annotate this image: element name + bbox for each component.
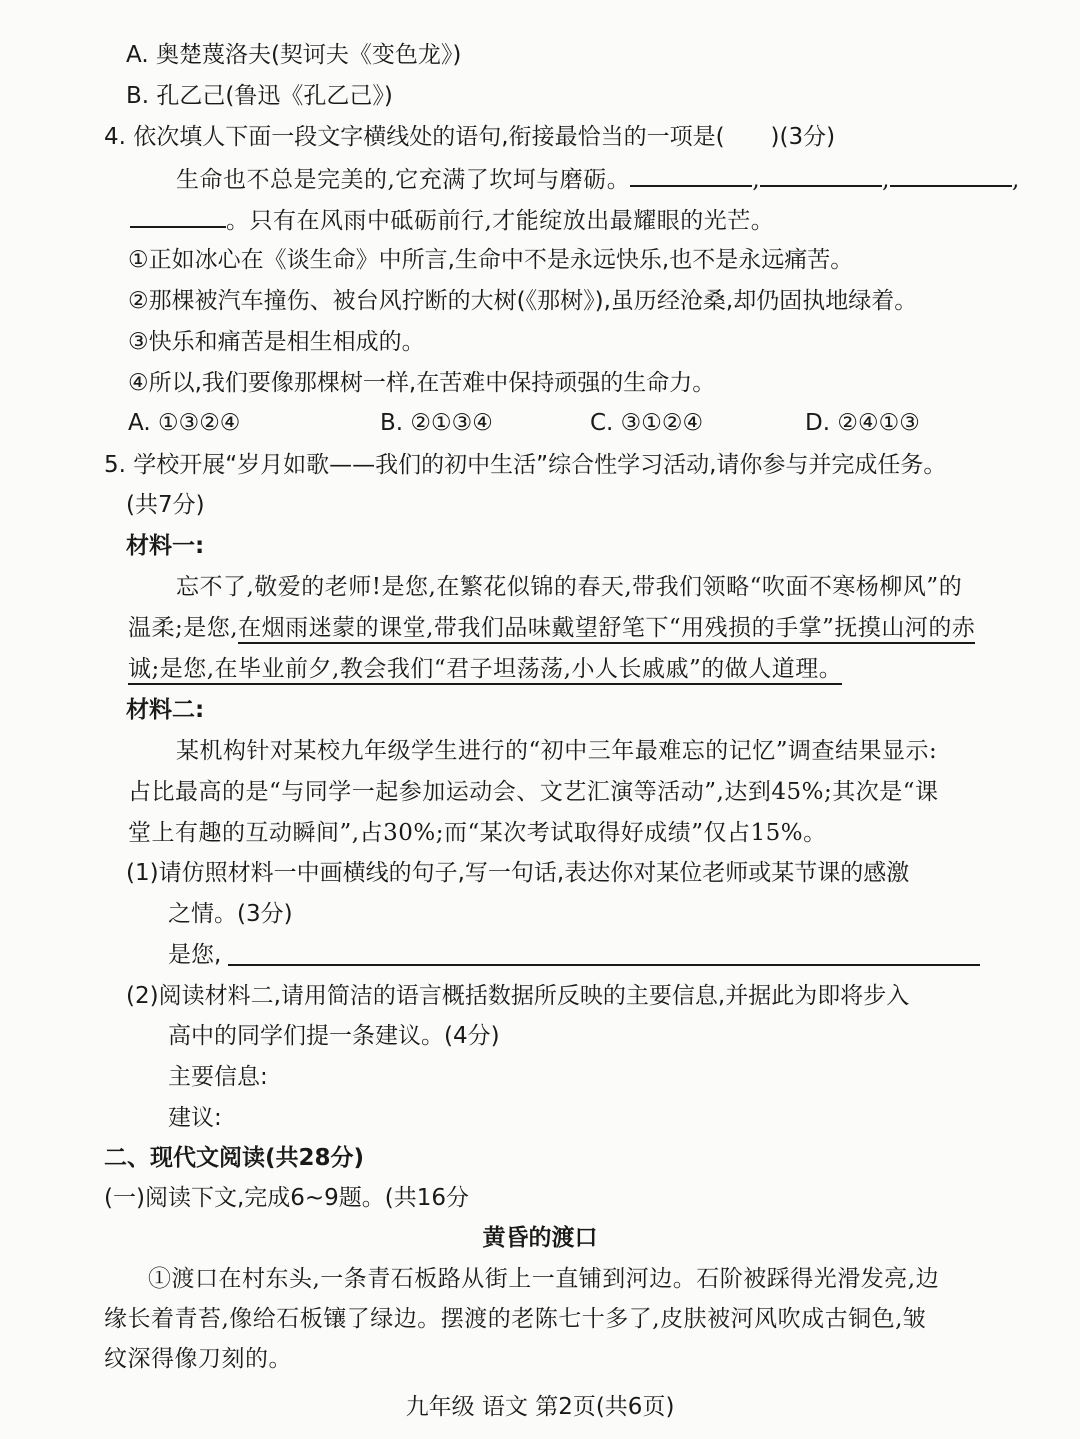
q4-passage-line1: 生命也不总是完美的,它充满了坎坷与磨砺。 , , ,	[176, 163, 1020, 195]
material2-line3: 堂上有趣的互动瞬间”,占30%;而“某次考试取得好成绩”仅占15%。	[128, 820, 827, 846]
material1-line1: 忘不了,敬爱的老师!是您,在繁花似锦的春天,带我们领略“吹面不寒杨柳风”的	[176, 574, 963, 600]
q4-option-a: A. ①③②④	[128, 410, 241, 436]
article-title: 黄昏的渡口	[482, 1225, 598, 1251]
q4-blank-4	[130, 204, 226, 228]
material2-line1: 某机构针对某校九年级学生进行的“初中三年最难忘的记忆”调查结果显示:	[176, 738, 938, 764]
q4-option-d: D. ②④①③	[805, 410, 920, 436]
q4-item-4: ④所以,我们要像那棵树一样,在苦难中保持顽强的生命力。	[128, 370, 716, 396]
q4-blank-3	[890, 163, 1012, 187]
q5-sub1-line1: (1)请仿照材料一中画横线的句子,写一句话,表达你对某位老师或某节课的感激	[126, 860, 910, 886]
article-p1-line1: ①渡口在村东头,一条青石板路从街上一直铺到河边。石阶被踩得光滑发亮,边	[148, 1266, 940, 1292]
q4-blank-2	[760, 163, 882, 187]
q4-passage-start: 生命也不总是完美的,它充满了坎坷与磨砺。	[176, 167, 631, 193]
q5-sub2-line2: 高中的同学们提一条建议。(4分)	[168, 1023, 500, 1049]
q5-score: (共7分)	[126, 492, 205, 518]
q4-option-b: B. ②①③④	[380, 410, 493, 436]
q4-item-1: ①正如冰心在《谈生命》中所言,生命中不是永远快乐,也不是永远痛苦。	[128, 247, 854, 273]
section2-part1: (一)阅读下文,完成6~9题。(共16分	[104, 1185, 470, 1211]
page-footer: 九年级 语文 第2页(共6页)	[405, 1394, 675, 1420]
q4-passage-line2	[130, 204, 774, 236]
q4-option-c: C. ③①②④	[590, 410, 704, 436]
article-p1-line2: 缘长着青苔,像给石板镶了绿边。摆渡的老陈七十多了,皮肤被河风吹成古铜色,皱	[104, 1306, 927, 1332]
q4-blank-1	[630, 163, 752, 187]
q5-stem: 5. 学校开展“岁月如歌——我们的初中生活”综合性学习活动,请你参与并完成任务。	[104, 452, 947, 478]
q4-item-3: ③快乐和痛苦是相生相成的。	[128, 329, 425, 355]
q5-sub1-answer-line[interactable]	[228, 964, 980, 966]
main-info-label: 主要信息:	[168, 1064, 268, 1090]
q4-stem: 4. 依次填人下面一段文字横线处的语句,衔接最恰当的一项是( )(3分)	[104, 124, 836, 150]
material1-label: 材料一:	[126, 533, 205, 559]
q3-option-b: B. 孔乙己(鲁迅《孔乙己》)	[126, 83, 393, 109]
q5-sub1-line2: 之情。(3分)	[168, 901, 293, 927]
q4-passage-end: 。只有在风雨中砥砺前行,才能绽放出最耀眼的光芒。	[226, 208, 775, 234]
section2-heading: 二、现代文阅读(共28分)	[104, 1145, 365, 1171]
q5-sub1-answer-prefix: 是您,	[168, 942, 222, 968]
suggestion-label: 建议:	[168, 1105, 222, 1131]
q4-item-2: ②那棵被汽车撞伤、被台风拧断的大树(《那树》),虽历经沧桑,却仍固执地绿着。	[128, 288, 918, 314]
material1-underlined-sentence: 在烟雨迷蒙的课堂,带我们品味戴望舒笔下“用残损的手掌”抚摸山河的赤	[238, 615, 975, 644]
material2-line2: 占比最高的是“与同学一起参加运动会、文艺汇演等活动”,达到45%;其次是“课	[128, 779, 939, 805]
material2-label: 材料二:	[126, 697, 205, 723]
q5-sub2-line1: (2)阅读材料二,请用简洁的语言概括数据所反映的主要信息,并据此为即将步入	[126, 983, 910, 1009]
material1-underlined-sentence-end: 诚;是您,在毕业前夕,教会我们“君子坦荡荡,小人长戚戚”的做人道理。	[128, 656, 842, 685]
material1-line2-plain: 温柔;是您,	[128, 615, 239, 641]
q3-option-a: A. 奥楚蔑洛夫(契诃夫《变色龙》)	[126, 42, 462, 68]
material1-line3	[128, 654, 842, 684]
article-p1-line3: 纹深得像刀刻的。	[104, 1346, 292, 1372]
material1-line2	[128, 613, 975, 643]
